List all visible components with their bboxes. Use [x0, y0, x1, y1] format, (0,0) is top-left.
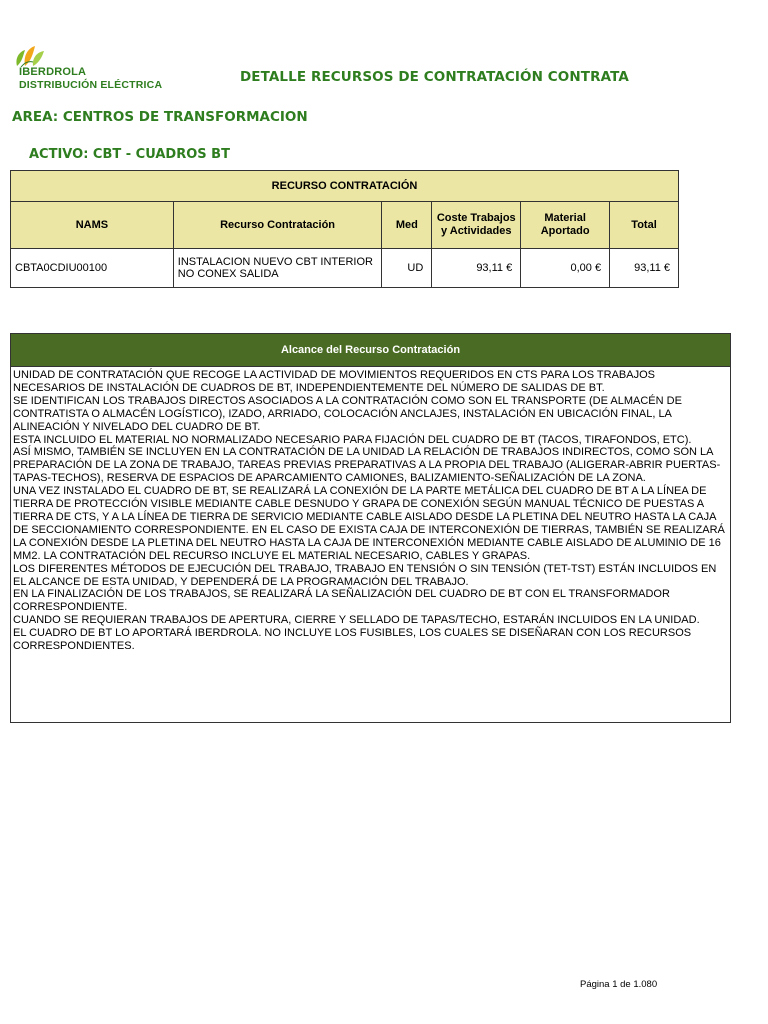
- alcance-table: [10, 333, 731, 723]
- cell-coste: 93,11 €: [432, 249, 521, 288]
- activo-title: ACTIVO: CBT - CUADROS BT: [29, 147, 230, 162]
- logo-line1: IBERDROLA: [19, 66, 87, 78]
- column-header-med: Med: [382, 202, 432, 249]
- cell-nams: CBTA0CDIU00100: [11, 249, 174, 288]
- column-header-coste: Coste Trabajos y Actividades: [432, 202, 521, 249]
- area-title: AREA: CENTROS DE TRANSFORMACION: [12, 109, 308, 125]
- resource-table: [10, 170, 679, 288]
- leaf-logo-icon: [13, 44, 47, 68]
- resource-table-caption: RECURSO CONTRATACIÓN: [11, 171, 679, 202]
- column-header-material: Material Aportado: [521, 202, 610, 249]
- column-header-total: Total: [610, 202, 679, 249]
- column-header-recurso: Recurso Contratación: [173, 202, 382, 249]
- alcance-text: UNIDAD DE CONTRATACIÓN QUE RECOGE LA ACTIVIDAD DE MOVIMIENTOS REQUERIDOS EN CTS PARA LOS TRABAJOS NECESARIOS DE INSTALACIÓN DE CUADROS DE BT, INDEPENDIENTEMENTE DEL NÚMERO DE SALIDAS DE BT. SE IDENTIFICAN LOS TRABAJOS DIRECTOS ASOCIADOS A LA CONTRATACIÓN COMO SON EL TRANSPORTE (DE ALMACÉN DE CONTRATISTA O ALMACÉN LOGÍSTICO), IZADO, ARRIADO, COLOCACIÓN ANCLAJES, INSTALACIÓN EN UBICACIÓN FINAL, LA ALINEACIÓN Y NIVELADO DEL CUADRO DE BT. ESTA INCLUIDO EL MATERIAL NO NORMALIZADO NECESARIO PARA FIJACIÓN DEL CUADRO DE BT (TACOS, TIRAFONDOS, ETC). ASÍ MISMO, TAMBIÉN SE INCLUYEN EN LA CONTRATACIÓN DE LA UNIDAD LA RELACIÓN DE TRABAJOS INDIRECTOS, COMO SON LA PREPARACIÓN DE LA ZONA DE TRABAJO, TAREAS PREVIAS PREPARATIVAS A LA PROPIA DEL TRABAJO (ALIGERAR-ABRIR PUERTAS-TAPAS-TECHOS), RESERVA DE ESPACIOS DE APARCAMIENTO CAMIONES, BALIZAMIENTO-SEÑALIZACIÓN DE LA ZONA. UNA VEZ INSTALADO EL CUADRO DE BT, SE REALIZARÁ LA CONEXIÓN DE LA PARTE METÁLICA DEL CUADRO DE BT A LA LÍNEA DE TIERRA DE PROTECCIÓN VISIBLE MEDIANTE CABLE DESNUDO Y GRAPA DE CONEXIÓN SEGÚN MANUAL TÉCNICO DE PUESTAS A TIERRA DE CTS, Y A LA LÍNEA DE TIERRA DE SERVICIO MEDIANTE CABLE AISLADO DESDE LA PLETINA DEL NEUTRO HASTA LA CAJA DE SECCIONAMIENTO CORRESPONDIENTE. EN EL CASO DE EXISTA CAJA DE INTERCONEXIÓN DE TIERRAS, TAMBIÉN SE REALIZARÁ LA CONEXIÓN DESDE LA PLETINA DEL NEUTRO HASTA LA CAJA DE INTERCONEXIÓN MEDIANTE CABLE AISLADO DE ALUMINIO DE 16 MM2. LA CONTRATACIÓN DEL RECURSO INCLUYE EL MATERIAL NECESARIO, CABLES Y GRAPAS. LOS DIFERENTES MÉTODOS DE EJECUCIÓN DEL TRABAJO, TRABAJO EN TENSIÓN O SIN TENSIÓN (TET-TST) ESTÁN INCLUIDOS EN EL ALCANCE DE ESTA UNIDAD, Y DEPENDERÁ DE LA PROGRAMACIÓN DEL TRABAJO. EN LA FINALIZACIÓN DE LOS TRABAJOS, SE REALIZARÁ LA SEÑALIZACIÓN DEL CUADRO DE BT CON EL TRANSFORMADOR CORRESPONDIENTE. CUANDO SE REQUIERAN TRABAJOS DE APERTURA, CIERRE Y SELLADO DE TAPAS/TECHO, ESTARÁN INCLUIDOS EN LA UNIDAD. EL CUADRO DE BT LO APORTARÁ IBERDROLA. NO INCLUYE LOS FUSIBLES, LOS CUALES SE DISEÑARAN CON LOS RECURSOS CORRESPONDIENTES.: [11, 367, 731, 723]
- alcance-header: Alcance del Recurso Contratación: [11, 334, 731, 367]
- page-number: Página 1 de 1.080: [580, 979, 658, 990]
- table-row: [11, 249, 679, 288]
- document-title: DETALLE RECURSOS DE CONTRATACIÓN CONTRATA: [240, 69, 629, 85]
- iberdrola-logo: [13, 44, 193, 94]
- cell-med: UD: [382, 249, 432, 288]
- cell-total: 93,11 €: [610, 249, 679, 288]
- logo-line2: DISTRIBUCIÓN ELÉCTRICA: [19, 79, 163, 91]
- column-header-nams: NAMS: [11, 202, 174, 249]
- cell-recurso: INSTALACION NUEVO CBT INTERIOR NO CONEX SALIDA: [173, 249, 382, 288]
- cell-material: 0,00 €: [521, 249, 610, 288]
